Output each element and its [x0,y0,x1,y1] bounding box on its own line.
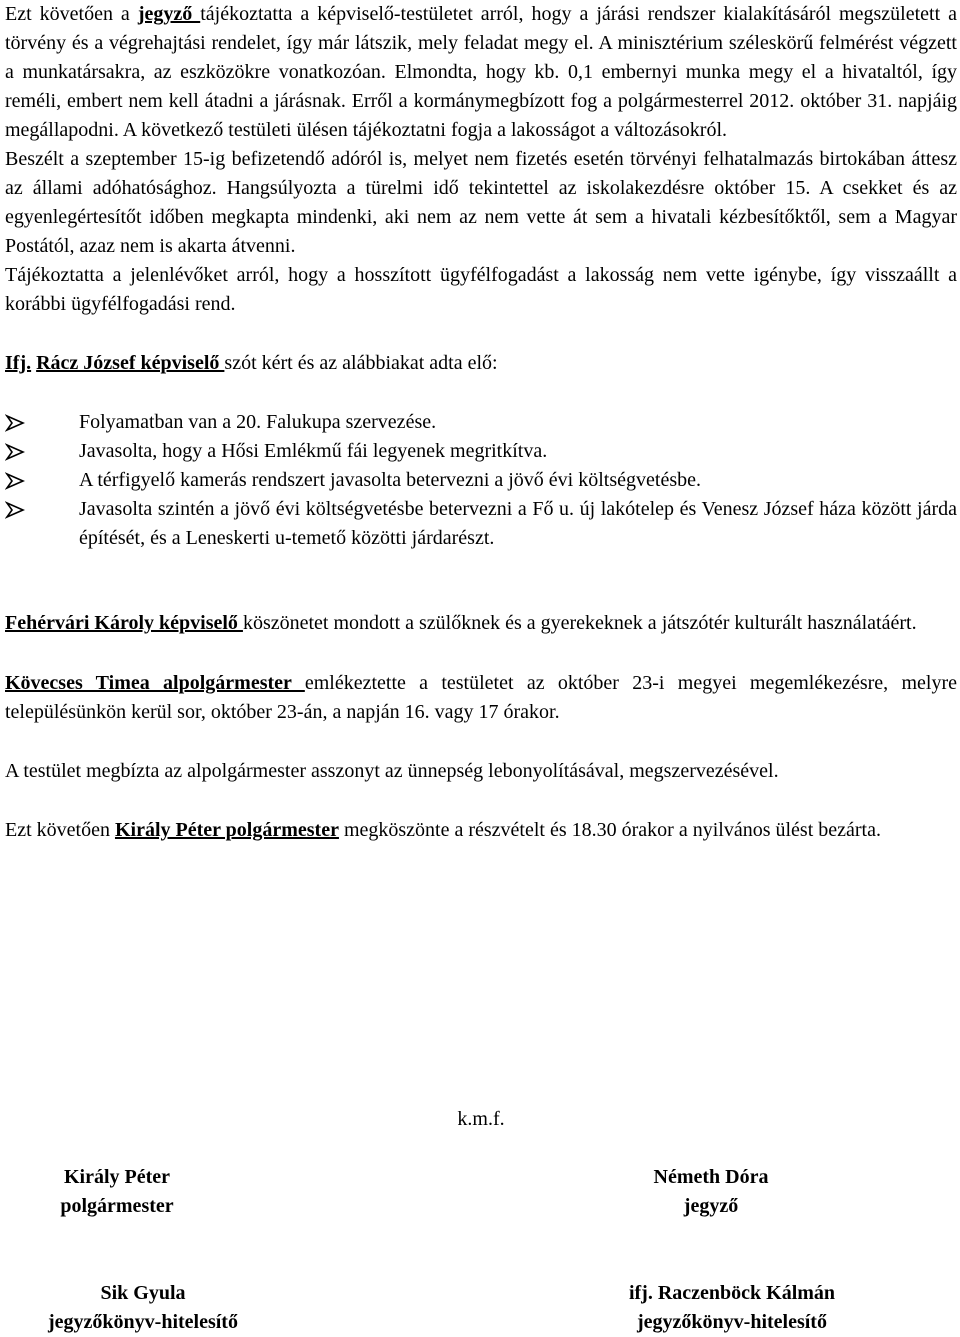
text-run: Ezt követően a [5,3,138,25]
signature-authenticator-2 [582,1279,882,1337]
spacer [5,378,957,408]
speaker-jegyzo: jegyző [137,3,201,25]
spacer [5,638,957,669]
arrowhead-bullet-icon [5,495,25,524]
list-item [5,466,957,495]
text-run: szót kért és az alábbiakat adta elő: [224,352,498,374]
paragraph-fehervari [5,609,957,638]
text-run: megköszönte a részvételt és 18.30 órakor a nyilvános ülést bezárta. [338,819,881,841]
signature-mayor [22,1163,212,1221]
signatory-title: jegyzőkönyv-hitelesítő [637,1311,827,1333]
list-item [5,437,957,466]
text-run: köszönetet mondott a szülőknek és a gyerekeknek a játszótér kulturált használatáért. [242,612,917,634]
paragraph-testulet: A testület megbízta az alpolgármester asszonyt az ünnepség lebonyolításával, megszervezésével. [5,760,779,782]
spacer [5,553,957,609]
paragraph-office-hours: Tájékoztatta a jelenlévőket arról, hogy a hosszított ügyfélfogadást a lakosság nem vette igénybe, így visszaállt a korábbi ügyfélfogadási rend. [5,264,957,315]
list-item [5,495,957,553]
text-run: emlékeztette a testületet az október 23-i megyei megemlékezésre, melyre településünkön kerül sor, október 23-án, a napján 16. vagy 17 órakor. [5,672,957,723]
signature-notary [611,1163,811,1221]
speaker-racz: Rácz József képviselő [36,352,225,374]
speaker-fehervari: Fehérvári Károly képviselő [5,612,243,634]
list-item-text: Javasolta, hogy a Hősi Emlékmű fái legyenek megritkítva. [79,440,548,462]
document-body [5,0,957,845]
spacer [5,727,957,757]
list-item-text: Folyamatban van a 20. Falukupa szervezése. [79,411,437,433]
signatory-name: Sik Gyula [100,1282,186,1304]
arrowhead-bullet-icon [5,437,25,466]
proposal-list [5,408,957,553]
speaker-kiraly: Király Péter polgármester [114,819,339,841]
list-item-text: A térfigyelő kamerás rendszert javasolta betervezni a jövő évi költségvetésbe. [79,469,701,491]
text-run: tájékoztatta a képviselő-testületet arról, hogy a járási rendszer kialakításáról megszületett a törvény és a végrehajtási rendelet, így már látszik, mely feladat megy el. A minisztérium széleskörű felmérést végzett a munkatársakra, az eszközökre vonatkozóan. Elmondta, hogy kb. 0,1 embernyi munka megy el a hivataltól, így reméli, embert nem kell átadni a járásnak. Erről a kormánymegbízott fog a polgármesterrel 2012. október 31. napjáig megállapodni. A következő testületi ülésen tájékoztatni fogja a lakosságot a változásokról. [5,3,957,141]
text-run: Ezt követően [5,819,115,841]
list-item [5,408,957,437]
list-item-text: Javasolta szintén a jövő évi költségvetésbe betervezni a Fő u. új lakótelep és Venesz József háza között járda építését, és a Leneskerti u-temető közötti járdarészt. [79,498,957,549]
spacer [5,786,957,816]
paragraph-kovecses [5,669,957,727]
arrowhead-bullet-icon [5,408,25,437]
paragraph-jegyzo-report [5,0,957,145]
kmf-mark: k.m.f. [457,1108,505,1130]
signatory-name: ifj. Raczenböck Kálmán [628,1282,836,1304]
signatory-name: Németh Dóra [653,1166,769,1188]
paragraph-racz-intro [5,349,957,378]
signatory-name: Király Péter [63,1166,171,1188]
signatory-title: polgármester [60,1195,174,1217]
arrowhead-bullet-icon [5,466,25,495]
paragraph-tax: Beszélt a szeptember 15-ig befizetendő adóról is, melyet nem fizetés esetén törvényi felhatalmazás birtokában áttesz az állami adóhatósághoz. Hangsúlyozta a türelmi idő tekintettel az iskolakezdésre október 15. A csekket és az egyenlegértesítőt időben megkapta mindenki, aki nem az nem vette át sem a hivatali kézbesítőktől, sem a Magyar Postától, azaz nem is akarta átvenni. [5,148,957,257]
signatory-title: jegyzőkönyv-hitelesítő [48,1311,238,1333]
signatory-title: jegyző [683,1195,739,1217]
paragraph-closing [5,816,957,845]
speaker-kovecses: Kövecses Timea alpolgármester [5,672,305,694]
spacer [5,319,957,349]
speaker-prefix: Ifj. [5,352,32,374]
signature-authenticator-1 [8,1279,278,1337]
